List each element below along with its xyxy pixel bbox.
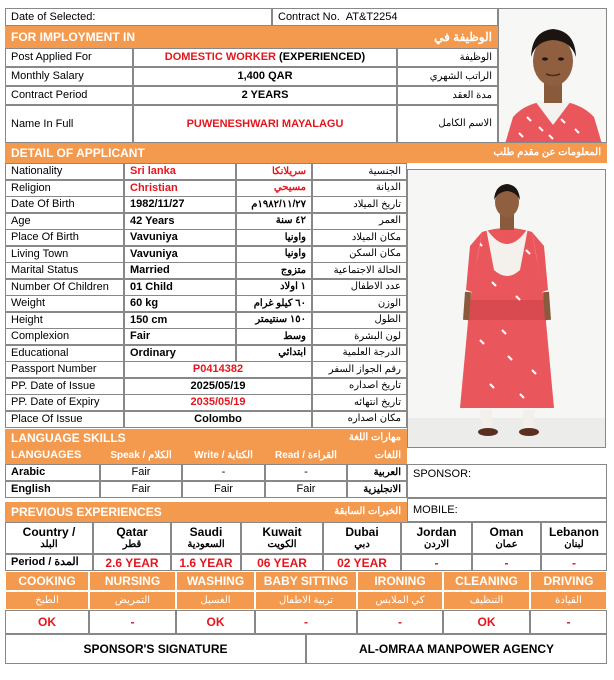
skill-name-ar: القيادة: [530, 591, 607, 610]
skill-name: WASHING: [176, 571, 255, 591]
applicant-label: Height: [5, 312, 124, 329]
applicant-value-ar: ١٩٨٢/١١/٢٧م: [236, 196, 312, 213]
skill-value: -: [357, 610, 443, 634]
applicant-label-ar: مكان السكن: [312, 246, 407, 263]
skill-value: -: [530, 610, 607, 634]
language-speak: Fair: [100, 481, 182, 498]
country-name-ar: قطر: [122, 539, 142, 550]
passport-label-ar: تاريخ انتهائه: [312, 394, 407, 411]
applicant-label: Educational: [5, 345, 124, 362]
language-read: -: [265, 464, 347, 481]
country-name-ar: الاردن: [423, 539, 450, 550]
country-name-ar: الكويت: [267, 539, 297, 550]
applicant-value: Vavuniya: [124, 229, 236, 246]
applicant-value-ar: ١ اولاد: [236, 279, 312, 296]
passport-value: 2025/05/19: [124, 378, 312, 395]
applicant-value: 1982/11/27: [124, 196, 236, 213]
applicant-section-title-ar: المعلومات عن مقدم طلب: [493, 147, 601, 158]
applicant-label: Number Of Children: [5, 279, 124, 296]
applicant-section-title: DETAIL OF APPLICANT: [11, 146, 145, 160]
country-name: Kuwait: [262, 525, 302, 539]
agency-name: AL-OMRAA MANPOWER AGENCY: [358, 642, 555, 656]
passport-label: PP. Date of Issue: [5, 378, 124, 395]
contract-label: Contract No.: [278, 10, 340, 23]
salary-value: 1,400 QAR: [133, 67, 397, 86]
applicant-label: Religion: [5, 180, 124, 197]
passport-label-ar: رقم الجواز السفر: [312, 361, 407, 378]
skill-value: OK: [5, 610, 89, 634]
post-value-qualifier: (EXPERIENCED): [275, 51, 366, 63]
experience-country: [472, 522, 541, 554]
applicant-value: 150 cm: [124, 312, 236, 329]
contract-cell: [272, 8, 498, 26]
experience-period: -: [401, 554, 472, 571]
applicant-value: Ordinary: [124, 345, 236, 362]
applicant-value-ar: ٦٠ كيلو غرام: [236, 295, 312, 312]
sponsor-signature-label: SPONSOR'S SIGNATURE: [83, 642, 228, 656]
experience-period: 06 YEAR: [241, 554, 323, 571]
applicant-label-ar: الحالة الاجتماعية: [312, 262, 407, 279]
country-name-ar: عمان: [495, 539, 518, 550]
passport-label: Place Of Issue: [5, 411, 124, 428]
country-label: Country /: [22, 525, 76, 539]
skill-name: COOKING: [5, 571, 89, 591]
applicant-value-ar: ١٥٠ سنتيمتر: [236, 312, 312, 329]
mobile-label: MOBILE:: [413, 503, 458, 516]
applicant-value-ar: ٤٢ سنة: [236, 213, 312, 230]
contract-period-label-ar: مدة العقد: [397, 86, 498, 105]
passport-label: Passport Number: [5, 361, 124, 378]
experience-period: -: [472, 554, 541, 571]
applicant-value: 01 Child: [124, 279, 236, 296]
applicant-value: 60 kg: [124, 295, 236, 312]
employment-section-title: FOR IMPLOYMENT IN: [11, 30, 135, 44]
language-write: Fair: [182, 481, 265, 498]
experience-country: [323, 522, 401, 554]
passport-label: PP. Date of Expiry: [5, 394, 124, 411]
language-name-ar: العربية: [347, 464, 407, 481]
experience-country: [93, 522, 171, 554]
full-body-photo: [407, 169, 606, 448]
language-name-ar: الانجليزية: [347, 481, 407, 498]
skill-name: DRIVING: [530, 571, 607, 591]
applicant-label-ar: الجنسية: [312, 163, 407, 180]
applicant-label: Date Of Birth: [5, 196, 124, 213]
applicant-label: Age: [5, 213, 124, 230]
skill-name-ar: التنظيف: [443, 591, 530, 610]
experience-section-title-ar: الخبرات السابقة: [334, 506, 401, 517]
passport-photo: [498, 8, 607, 143]
country-name: Qatar: [116, 525, 148, 539]
country-name-ar: لبنان: [564, 539, 584, 550]
employment-section-title-ar: الوظيفة في: [434, 30, 492, 44]
country-name: Oman: [489, 525, 524, 539]
post-label-ar: الوظيفة: [397, 48, 498, 67]
skill-value: OK: [176, 610, 255, 634]
language-section-title-ar: مهارات اللغة: [348, 432, 401, 443]
applicant-value-ar: مسيحي: [236, 180, 312, 197]
skill-name-ar: الغسيل: [176, 591, 255, 610]
full-name-value: PUWENESHWARI MAYALAGU: [133, 105, 397, 143]
applicant-label: Marital Status: [5, 262, 124, 279]
applicant-value: Married: [124, 262, 236, 279]
applicant-label-ar: الدرجة العلمية: [312, 345, 407, 362]
contract-number: AT&T2254: [345, 10, 398, 23]
languages-column-head-ar: اللغات: [347, 447, 407, 464]
experience-country: [401, 522, 472, 554]
country-label-ar: البلد: [40, 539, 58, 550]
mobile-cell: [407, 498, 607, 522]
applicant-value: Vavuniya: [124, 246, 236, 263]
passport-value: 2035/05/19: [124, 394, 312, 411]
agency-cell: [306, 634, 607, 664]
language-name: English: [5, 481, 100, 498]
experience-section-title: PREVIOUS EXPERIENCES: [11, 505, 162, 519]
post-label: Post Applied For: [5, 48, 133, 67]
contract-period-label: Contract Period: [5, 86, 133, 105]
applicant-label-ar: تاريخ الميلاد: [312, 196, 407, 213]
sponsor-label: SPONSOR:: [413, 468, 472, 480]
date-of-selected-cell: [5, 8, 272, 26]
country-name: Lebanon: [549, 525, 599, 539]
applicant-value: Sri lanka: [124, 163, 236, 180]
applicant-label: Place Of Birth: [5, 229, 124, 246]
applicant-label-ar: الديانة: [312, 180, 407, 197]
applicant-value-ar: ابتدائي: [236, 345, 312, 362]
applicant-value-ar: واونيا: [236, 229, 312, 246]
passport-photo-image: [499, 9, 607, 143]
language-read: Fair: [265, 481, 347, 498]
skill-name-ar: التمريض: [89, 591, 176, 610]
languages-column-head: LANGUAGES: [5, 447, 100, 464]
sponsor-cell: [407, 464, 607, 498]
applicant-label-ar: الطول: [312, 312, 407, 329]
applicant-label-ar: مكان الميلاد: [312, 229, 407, 246]
applicant-value-ar: سريلانكا: [236, 163, 312, 180]
cv-sheet: [5, 8, 607, 664]
applicant-value-ar: متزوج: [236, 262, 312, 279]
applicant-label-ar: العمر: [312, 213, 407, 230]
experience-country: [171, 522, 241, 554]
full-name-label-ar: الاسم الكامل: [397, 105, 498, 143]
period-label: Period / المدة: [11, 556, 79, 568]
experience-period: 02 YEAR: [323, 554, 401, 571]
applicant-label: Weight: [5, 295, 124, 312]
read-column-head: Read / القراءة: [265, 447, 347, 464]
skill-name: NURSING: [89, 571, 176, 591]
country-name: Jordan: [416, 525, 457, 539]
full-name-label: Name In Full: [5, 105, 133, 143]
speak-column-head: Speak / الكلام: [100, 447, 182, 464]
applicant-value-ar: واونيا: [236, 246, 312, 263]
skill-value: -: [89, 610, 176, 634]
applicant-value-ar: وسط: [236, 328, 312, 345]
passport-label-ar: مكان اصداره: [312, 411, 407, 428]
skill-value: OK: [443, 610, 530, 634]
applicant-value: Christian: [124, 180, 236, 197]
language-section-title: LANGUAGE SKILLS: [11, 431, 126, 445]
experience-period: -: [541, 554, 607, 571]
country-name: Saudi: [189, 525, 223, 539]
contract-period-value: 2 YEARS: [133, 86, 397, 105]
skill-value: -: [255, 610, 357, 634]
country-label-cell: [5, 522, 93, 554]
skill-name-ar: كي الملابس: [357, 591, 443, 610]
experience-country: [541, 522, 607, 554]
country-name: Dubai: [345, 525, 379, 539]
language-name: Arabic: [5, 464, 100, 481]
applicant-label-ar: لون البشرة: [312, 328, 407, 345]
experience-section-header: [5, 502, 407, 522]
applicant-label: Nationality: [5, 163, 124, 180]
salary-label-ar: الراتب الشهري: [397, 67, 498, 86]
country-name-ar: السعودية: [187, 539, 225, 550]
skill-name: BABY SITTING: [255, 571, 357, 591]
sponsor-signature-cell: [5, 634, 306, 664]
period-label-cell: [5, 554, 93, 571]
country-name-ar: دبي: [354, 539, 370, 550]
experience-country: [241, 522, 323, 554]
applicant-value: Fair: [124, 328, 236, 345]
experience-period: 1.6 YEAR: [171, 554, 241, 571]
applicant-label: Complexion: [5, 328, 124, 345]
applicant-section-header: [5, 143, 607, 163]
date-label: Date of Selected:: [11, 10, 96, 23]
write-column-head: Write / الكتابة: [182, 447, 265, 464]
skill-name-ar: الطبخ: [5, 591, 89, 610]
passport-value: P0414382: [124, 361, 312, 378]
full-body-photo-image: [408, 170, 606, 448]
passport-value: Colombo: [124, 411, 312, 428]
skill-name: IRONING: [357, 571, 443, 591]
applicant-value: 42 Years: [124, 213, 236, 230]
skill-name-ar: تربية الاطفال: [255, 591, 357, 610]
language-section-header: [5, 429, 407, 447]
applicant-label-ar: عدد الاطفال: [312, 279, 407, 296]
skill-name: CLEANING: [443, 571, 530, 591]
employment-section-header: [5, 26, 498, 48]
post-value: [133, 48, 397, 67]
language-speak: Fair: [100, 464, 182, 481]
experience-period: 2.6 YEAR: [93, 554, 171, 571]
applicant-label-ar: الوزن: [312, 295, 407, 312]
language-write: -: [182, 464, 265, 481]
post-value-main: DOMESTIC WORKER: [164, 51, 276, 63]
passport-label-ar: تاريخ اصداره: [312, 378, 407, 395]
applicant-label: Living Town: [5, 246, 124, 263]
salary-label: Monthly Salary: [5, 67, 133, 86]
